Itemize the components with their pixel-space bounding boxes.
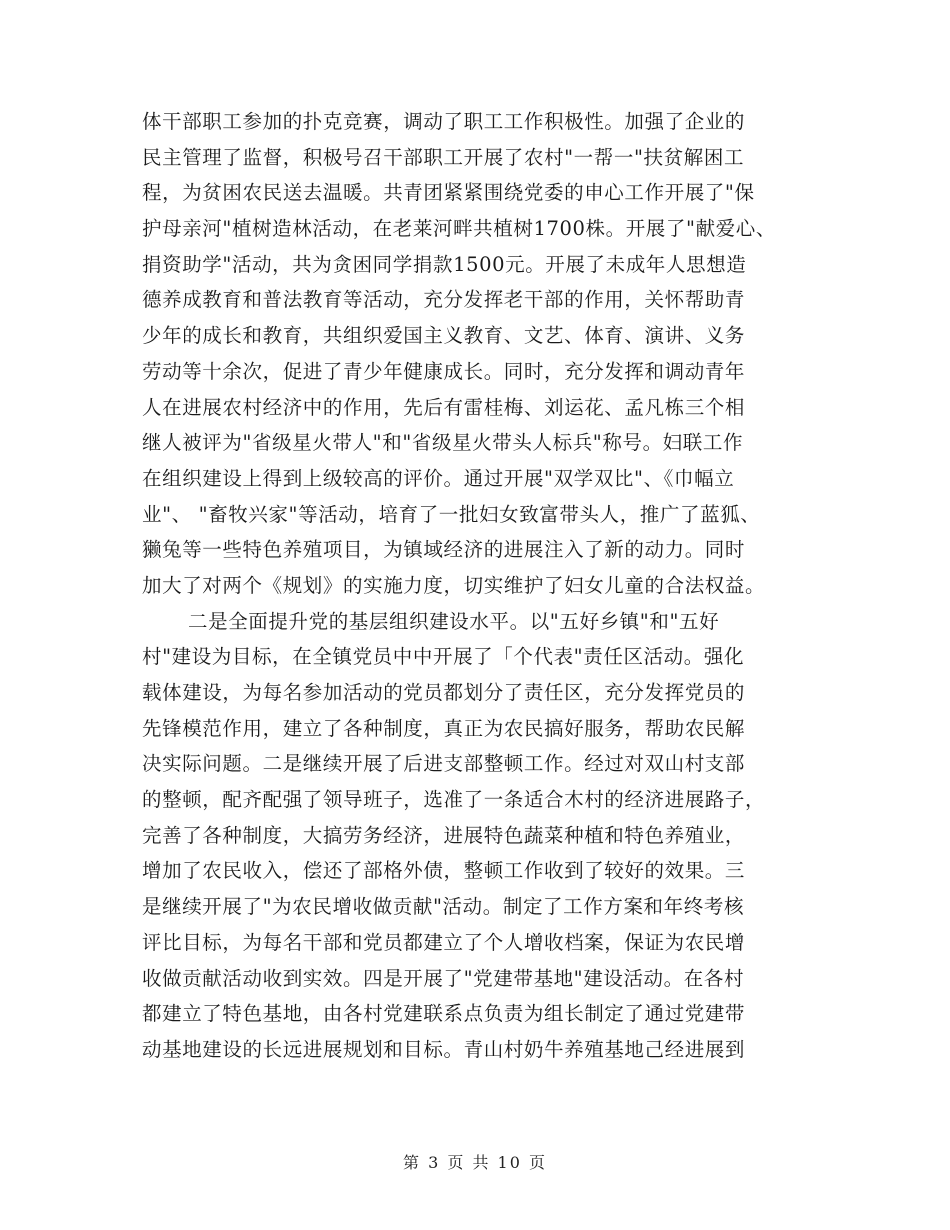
text-line: 增加了农民收入，偿还了部格外债，整顿工作收到了较好的效果。三 (142, 859, 746, 883)
text-line: 劳动等十余次，促进了青少年健康成长。同时，充分发挥和调动青年 (142, 359, 746, 383)
text-line: 在组织建设上得到上级较高的评价。通过开展"双学双比"、《巾幅立 (142, 466, 735, 490)
text-line: 的整顿，配齐配强了领导班子，选准了一条适合木村的经济进展路子， (142, 788, 766, 812)
text-line: 加大了对两个《规划》的实施力度，切实维护了妇女儿童的合法权益。 (142, 573, 766, 597)
text-line: 继人被评为"省级星火带人"和"省级星火带头人标兵"称号。妇联工作 (142, 431, 744, 455)
text-line: 人在进展农村经济中的作用，先后有雷桂梅、刘运花、孟凡栋三个相 (142, 395, 746, 419)
text-line: 先锋模范作用，建立了各种制度，真正为农民搞好服务，帮助农民解 (142, 716, 746, 740)
text-line: 村"建设为目标，在全镇党员中中开展了「个代表"责任区活动。强化 (142, 645, 745, 669)
text-line: 獭兔等一些特色养殖项目，为镇域经济的进展注入了新的动力。同时 (142, 538, 746, 562)
body-text (142, 104, 822, 1068)
text-line: 护母亲河"植树造林活动，在老莱河畔共植树1700株。开展了"献爱心、 (142, 217, 776, 241)
text-line: 载体建设，为每名参加活动的党员都划分了责任区，充分发挥党员的 (142, 681, 746, 704)
text-line: 程，为贫困农民送去温暖。共青团紧紧围绕党委的申心工作开展了"保 (142, 181, 755, 205)
paragraph-start-line: 二是全面提升党的基层组织建设水平。以"五好乡镇"和"五好 (188, 609, 720, 633)
text-line: 是继续开展了"为农民增收做贡献"活动。制定了工作方案和年终考核 (142, 895, 745, 919)
text-line: 民主管理了监督，积极号召干部职工开展了农村"一帮一"扶贫解困工 (142, 145, 745, 169)
page-number-footer: 第 3 页 共 10 页 (403, 1153, 547, 1172)
text-line: 都建立了特色基地，由各村党建联系点负责为组长制定了通过党建带 (142, 1002, 746, 1026)
text-line: 少年的成长和教育，共组织爱国主义教育、文艺、体育、演讲、义务 (142, 324, 746, 348)
text-line: 评比目标，为每名干部和党员都建立了个人增收档案，保证为农民增 (142, 930, 746, 954)
text-line: 体干部职工参加的扑克竞赛，调动了职工工作积极性。加强了企业的 (142, 110, 746, 133)
text-line: 完善了各种制度，大搞劳务经济，进展特色蔬菜种植和特色养殖业， (142, 823, 746, 847)
text-line: 德养成教育和普法教育等活动，充分发挥老干部的作用，关怀帮助青 (142, 288, 746, 312)
text-line: 动基地建设的长远进展规划和目标。青山村奶牛养殖基地己经进展到 (142, 1037, 746, 1061)
text-line: 决实际问题。二是继续开展了后进支部整顿工作。经过对双山村支部 (142, 752, 746, 776)
text-line: 收做贡献活动收到实效。四是开展了"党建带基地"建设活动。在各村 (142, 966, 745, 990)
text-line: 捐资助学"活动，共为贪困同学捐款1500元。开展了未成年人思想造 (142, 252, 747, 276)
text-line: 业"、 "畜牧兴家"等活动，培育了一批妇女致富带头人，推广了蓝狐、 (142, 502, 761, 526)
